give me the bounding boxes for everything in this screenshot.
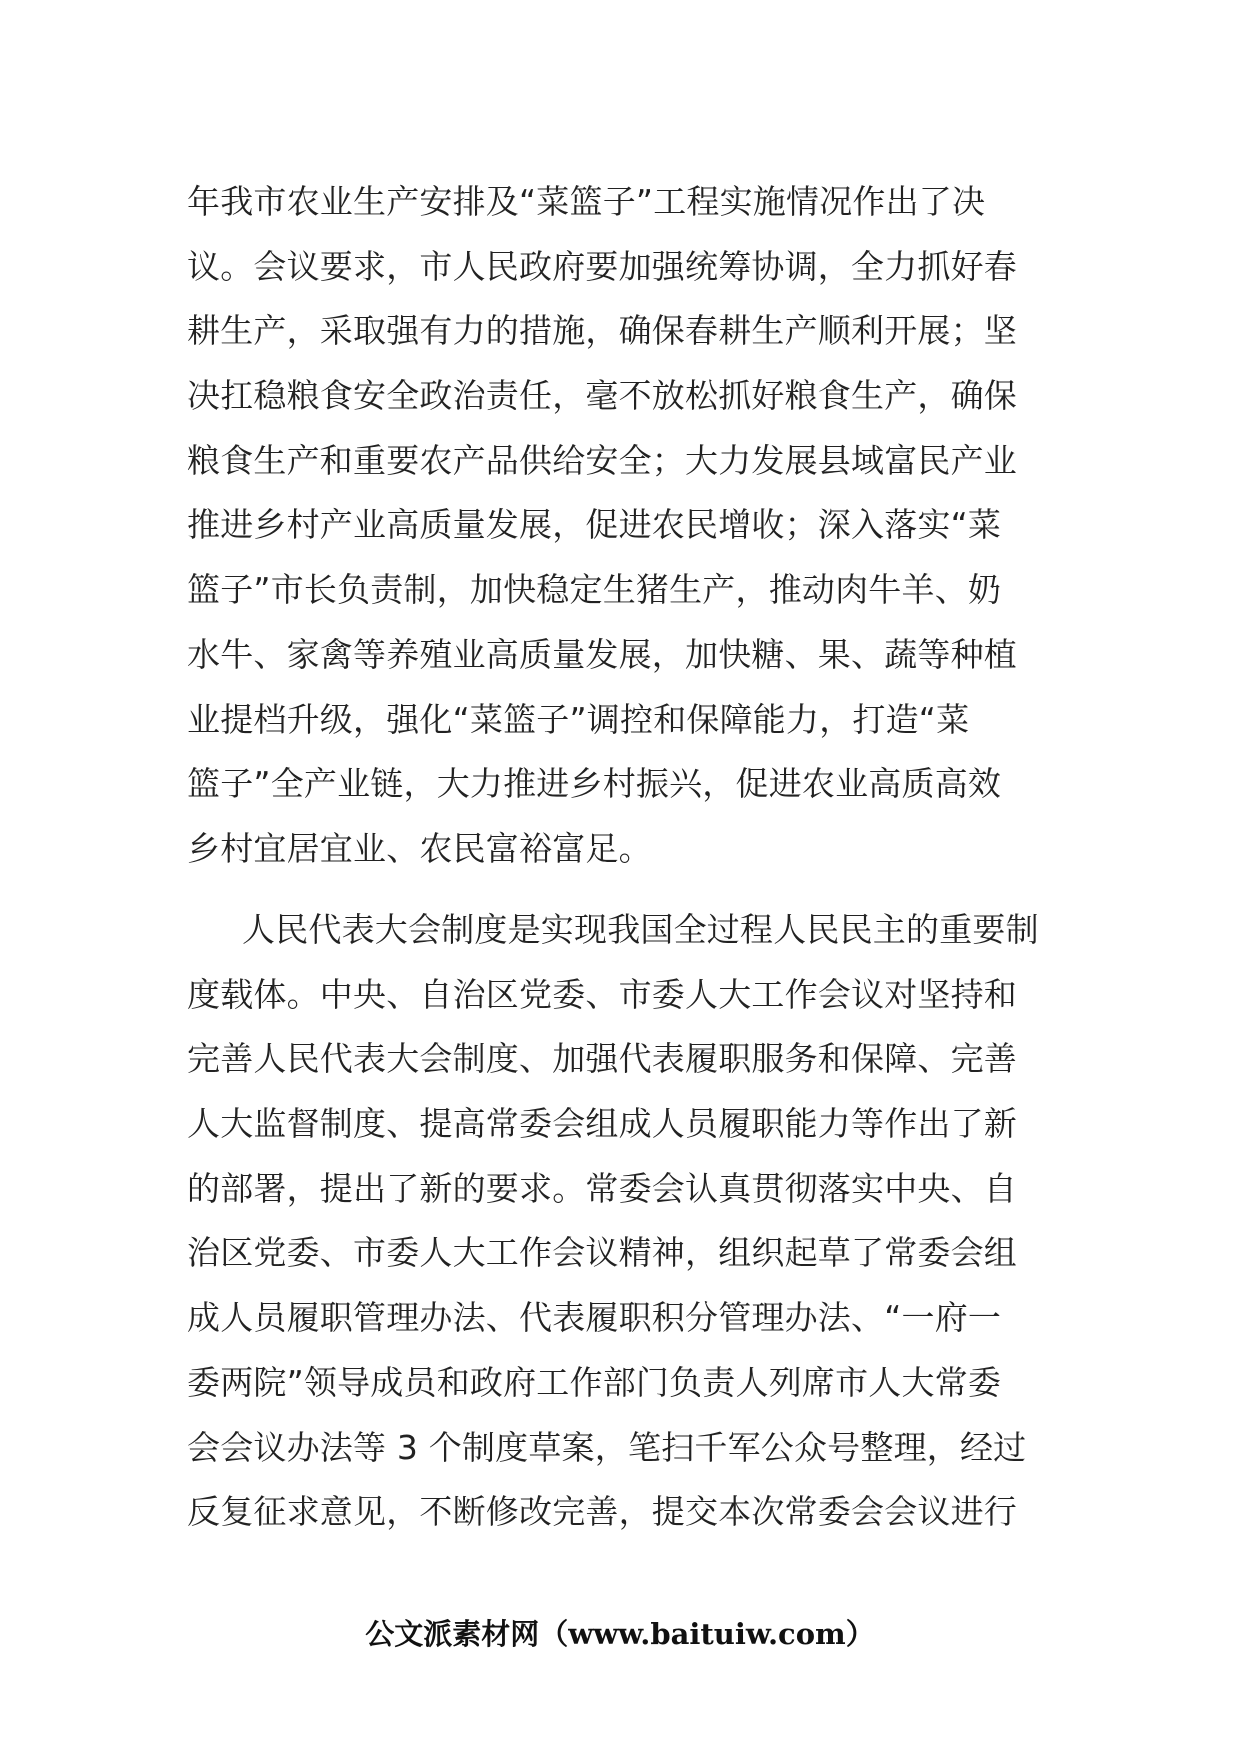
text-line: 粮食生产和重要农产品供给安全；大力发展县域富民产业 xyxy=(187,440,1017,480)
text-line: 水牛、家禽等养殖业高质量发展，加快糖、果、蔬等种植 xyxy=(187,634,1017,674)
text-line: 议。会议要求，市人民政府要加强统筹协调，全力抓好春 xyxy=(187,246,1017,286)
text-line: 乡村宜居宜业、农民富裕富足。 xyxy=(187,828,652,868)
text-line: 反复征求意见，不断修改完善，提交本次常委会会议进行 xyxy=(187,1492,1017,1532)
text-line: 会会议办法等 3 个制度草案，笔扫千军公众号整理，经过 xyxy=(187,1427,1027,1467)
text-line: 决扛稳粮食安全政治责任，毫不放松抓好粮食生产，确保 xyxy=(187,376,1017,416)
text-line: 篮子”市长负责制，加快稳定生猪生产，推动肉牛羊、奶 xyxy=(187,570,1002,610)
text-line: 人大监督制度、提高常委会组成人员履职能力等作出了新 xyxy=(187,1104,1017,1144)
text-line: 篮子”全产业链，大力推进乡村振兴，促进农业高质高效 xyxy=(187,764,1002,804)
text-line: 度载体。中央、自治区党委、市委人大工作会议对坚持和 xyxy=(187,974,1017,1014)
text-line: 成人员履职管理办法、代表履职积分管理办法、“一府一 xyxy=(187,1298,1002,1338)
text-line: 人民代表大会制度是实现我国全过程人民民主的重要制 xyxy=(242,910,1039,949)
text-line: 耕生产，采取强有力的措施，确保春耕生产顺利开展；坚 xyxy=(187,311,1017,351)
text-line: 完善人民代表大会制度、加强代表履职服务和保障、完善 xyxy=(187,1039,1017,1079)
text-line: 的部署，提出了新的要求。常委会认真贯彻落实中央、自 xyxy=(187,1168,1017,1208)
text-line: 治区党委、市委人大工作会议精神，组织起草了常委会组 xyxy=(187,1233,1017,1273)
footer-source-watermark: 公文派素材网（www.baituiw.com） xyxy=(365,1617,875,1651)
text-line: 推进乡村产业高质量发展，促进农民增收；深入落实“菜 xyxy=(187,505,1002,545)
paragraph-agriculture-resolution xyxy=(187,170,1057,882)
paragraph-peoples-congress-system xyxy=(187,898,1057,1545)
text-line: 年我市农业生产安排及“菜篮子”工程实施情况作出了决 xyxy=(187,182,986,221)
text-line: 业提档升级，强化“菜篮子”调控和保障能力，打造“菜 xyxy=(187,699,970,739)
text-line: 委两院”领导成员和政府工作部门负责人列席市人大常委 xyxy=(187,1362,1002,1402)
